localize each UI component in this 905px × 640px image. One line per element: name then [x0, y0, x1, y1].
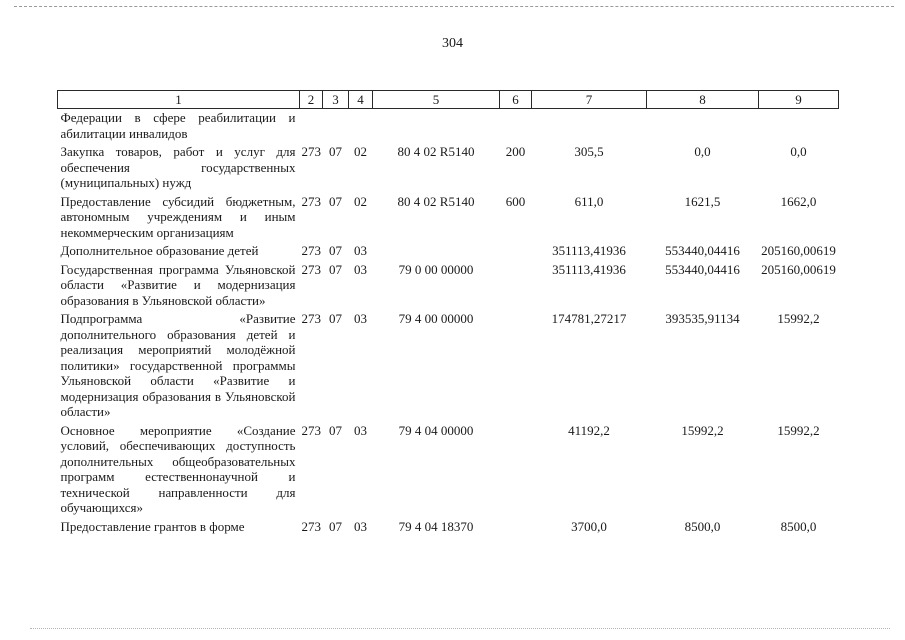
header-row: [58, 91, 839, 109]
column-header: 2: [300, 91, 323, 109]
cell-section: 07: [329, 261, 342, 277]
cell-section: 07: [329, 243, 342, 258]
cell-ministry-code: 273: [301, 243, 321, 258]
table-row: [58, 261, 839, 311]
column-header: 5: [373, 91, 500, 109]
cell-amount-col7: 611,0: [574, 193, 604, 209]
table-row: [58, 242, 839, 261]
cell-subsection: 03: [354, 243, 367, 258]
row-description: Дополнительное образование детей: [60, 243, 259, 258]
cell-section: 07: [329, 311, 342, 326]
cell-ministry-code: 273: [301, 311, 321, 326]
cell-amount-col7: 174781,27217: [551, 311, 627, 326]
cell-amount-col8: 393535,91134: [665, 311, 740, 326]
cell-ministry-code: 273: [301, 193, 321, 209]
cell-section: [323, 109, 349, 144]
cell-target-article: 80 4 02 R5140: [397, 193, 475, 209]
cell-amount-col8: 8500,0: [684, 518, 721, 534]
table-row: [58, 518, 839, 537]
budget-table: [57, 90, 839, 536]
cell-expense-type: 600: [505, 193, 526, 209]
cell-amount-col8: [647, 109, 759, 144]
row-description: Федерации в сфере реабилитации и абилитации инвалидов: [60, 110, 296, 141]
cell-subsection: 02: [354, 193, 367, 209]
cell-amount-col7: 41192,2: [568, 422, 610, 438]
cell-amount-col8: 0,0: [694, 144, 711, 159]
cell-target-article: 79 4 04 00000: [398, 422, 474, 438]
cell-expense-type: [500, 518, 532, 537]
cell-ministry-code: 273: [301, 144, 321, 159]
row-description: Основное мероприятие «Создание условий, обеспечивающих доступность дополнительных общеобразовательных программ естественнонаучной и технической направленности для обучающихся»: [60, 422, 296, 515]
cell-amount-col9: 15992,2: [777, 311, 820, 326]
column-header: 3: [323, 91, 349, 109]
cell-ministry-code: 273: [301, 261, 321, 277]
column-header: 4: [349, 91, 373, 109]
cell-section: 07: [329, 193, 342, 209]
table-row: [58, 310, 839, 422]
cell-amount-col8: 553440,04416: [665, 261, 740, 277]
row-description: Государственная программа Ульяновской области «Развитие и модернизация образования в Ульяновской области»: [60, 261, 296, 308]
cell-ministry-code: 273: [301, 422, 321, 438]
cell-section: 07: [329, 422, 342, 438]
cell-target-article: [373, 242, 500, 261]
table-row: [58, 193, 839, 243]
cell-ministry-code: 273: [301, 518, 321, 534]
cell-amount-col9: 205160,00619: [761, 243, 836, 258]
page-number: 304: [442, 36, 463, 51]
table-row: [58, 109, 839, 144]
table-header: [58, 91, 839, 109]
column-header: 7: [532, 91, 647, 109]
cell-amount-col8: 553440,04416: [665, 243, 740, 258]
cell-target-article: 79 4 00 00000: [398, 311, 474, 326]
cell-subsection: 03: [354, 311, 367, 326]
cell-expense-type: [500, 422, 532, 518]
cell-amount-col7: 351113,41936: [552, 243, 626, 258]
cell-amount-col9: 15992,2: [777, 422, 820, 438]
table-row: [58, 422, 839, 518]
cell-subsection: [349, 109, 373, 144]
column-header: 1: [58, 91, 300, 109]
table-body: [58, 109, 839, 537]
row-description: Закупка товаров, работ и услуг для обеспечения государственных (муниципальных) нужд: [60, 144, 296, 190]
cell-target-article: 80 4 02 R5140: [397, 144, 475, 159]
row-description: Подпрограмма «Развитие дополнительного образования детей и реализация мероприятий молодёжной политики» государственной программы Ульяновской области «Развитие и модернизация образования в Ульяновской области»: [60, 311, 296, 419]
scan-edge-top: [14, 6, 894, 7]
cell-amount-col9: 205160,00619: [761, 261, 836, 277]
cell-amount-col7: 3700,0: [571, 518, 607, 534]
cell-expense-type: [500, 310, 532, 422]
cell-amount-col8: 1621,5: [684, 193, 721, 209]
cell-expense-type: [500, 242, 532, 261]
cell-subsection: 03: [354, 261, 367, 277]
row-description: Предоставление грантов в форме: [60, 518, 245, 534]
cell-subsection: 03: [354, 518, 367, 534]
cell-amount-col7: 351113,41936: [552, 261, 626, 277]
cell-amount-col9: 8500,0: [780, 518, 817, 534]
cell-amount-col7: [532, 109, 647, 144]
cell-subsection: 03: [354, 422, 367, 438]
column-header: 6: [500, 91, 532, 109]
table-row: [58, 143, 839, 193]
budget-table-container: [57, 90, 838, 536]
cell-amount-col7: 305,5: [574, 144, 604, 159]
cell-ministry-code: [300, 109, 323, 144]
cell-amount-col9: 1662,0: [780, 193, 817, 209]
cell-amount-col9: 0,0: [790, 144, 807, 159]
cell-expense-type: 200: [505, 144, 526, 159]
row-description: Предоставление субсидий бюджетным, автономным учреждениям и иным некоммерческим организациям: [60, 193, 296, 240]
cell-target-article: 79 4 04 18370: [398, 518, 474, 534]
cell-amount-col9: [759, 109, 839, 144]
cell-target-article: 79 0 00 00000: [398, 261, 474, 277]
scan-edge-bottom: [30, 628, 890, 629]
cell-target-article: [373, 109, 500, 144]
cell-amount-col8: 15992,2: [681, 422, 724, 438]
cell-section: 07: [329, 518, 342, 534]
cell-section: 07: [329, 144, 342, 159]
cell-expense-type: [500, 261, 532, 311]
column-header: 8: [647, 91, 759, 109]
column-header: 9: [759, 91, 839, 109]
cell-expense-type: [500, 109, 532, 144]
cell-subsection: 02: [354, 144, 367, 159]
